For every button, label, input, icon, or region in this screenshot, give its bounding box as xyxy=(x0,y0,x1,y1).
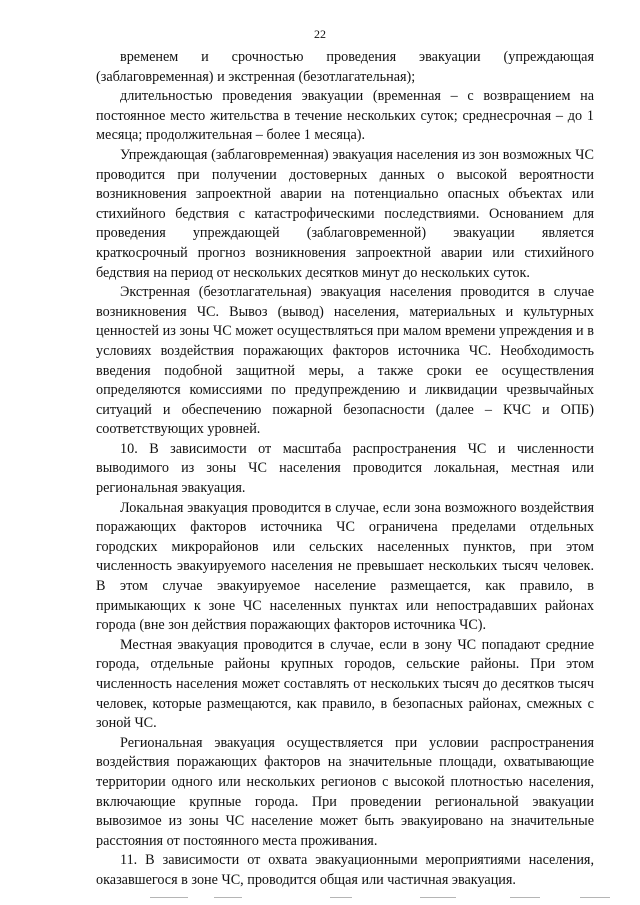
scan-bottom-edge-marks xyxy=(150,893,620,903)
page-number: 22 xyxy=(314,27,326,41)
scan-mark xyxy=(510,897,540,898)
paragraph-evacuation-timing-criteria: временем и срочностью проведения эвакуации (упреждающая (заблаговременная) и экстренная (безотлагательная); xyxy=(96,49,594,85)
paragraph-item-11-evacuation-coverage: 11. В зависимости от охвата эвакуационными мероприятиями населения, оказавшегося в зоне ЧС, проводится общая или частичная эвакуация. xyxy=(96,852,594,888)
paragraph-preemptive-evacuation: Упреждающая (заблаговременная) эвакуация населения из зон возможных ЧС проводится при получении достоверных данных о высокой вероятности возникновения запроектной аварии на потенциально опасных объектах или стихийного бедствия с катастрофическими последствиями. Основанием для проведения упреждающей (заблаговременной) эвакуации является краткосрочный прогноз возникновения запроектной аварии или стихийного бедствия на период от нескольких десятков минут до нескольких суток. xyxy=(96,146,594,281)
scan-mark xyxy=(214,897,242,898)
document-body xyxy=(96,48,594,891)
scan-mark xyxy=(420,897,456,898)
paragraph-regional-evacuation: Региональная эвакуация осуществляется при условии распространения воздействия поражающих факторов на значительные площади, охватывающие территории одного или нескольких регионов с высокой плотностью населения, включающие крупные города. При проведении региональной эвакуации вывозимое из зоны ЧС население может быть эвакуировано на значительные расстояния от постоянного места проживания. xyxy=(96,734,594,849)
paragraph-emergency-evacuation: Экстренная (безотлагательная) эвакуация населения проводится в случае возникновения ЧС. Вывоз (вывод) населения, материальных и культурных ценностей из зоны ЧС может осуществляться при малом времени упреждения и в условиях воздействия поражающих факторов источника ЧС. Необходимость введения подобной защитной меры, а также сроки ее осуществления определяются комиссиями по предупреждению и ликвидации чрезвычайных ситуаций и обеспечению пожарной безопасности (далее – КЧС и ОПБ) соответствующих уровней. xyxy=(96,284,594,438)
scan-mark xyxy=(150,897,188,898)
scan-mark xyxy=(330,897,352,898)
paragraph-local-evacuation: Локальная эвакуация проводится в случае, если зона возможного воздействия поражающих факторов источника ЧС ограничена пределами отдельных городских микрорайонов или сельских населенных пунктов, при этом численность эвакуируемого населения не превышает нескольких тысяч человек. В этом случае эвакуируемое население размещается, как правило, в примыкающих к зоне ЧС населенных пунктах или непострадавших районах города (вне зон действия поражающих факторов источника ЧС). xyxy=(96,499,594,634)
paragraph-item-10-evacuation-scale: 10. В зависимости от масштаба распространения ЧС и численности выводимого из зоны ЧС населения проводится локальная, местная или региональная эвакуация. xyxy=(96,440,594,497)
scan-mark xyxy=(580,897,610,898)
paragraph-evacuation-duration-criteria: длительностью проведения эвакуации (временная – с возвращением на постоянное место жительства в течение нескольких суток; среднесрочная – до 1 месяца; продолжительная – более 1 месяца). xyxy=(96,88,594,144)
paragraph-municipal-evacuation: Местная эвакуация проводится в случае, если в зону ЧС попадают средние города, отдельные районы крупных городов, сельские районы. При этом численность населения может составлять от нескольких тысяч до десятков тысяч человек, которые размещаются, как правило, в безопасных районах, смежных с зоной ЧС. xyxy=(96,636,594,732)
